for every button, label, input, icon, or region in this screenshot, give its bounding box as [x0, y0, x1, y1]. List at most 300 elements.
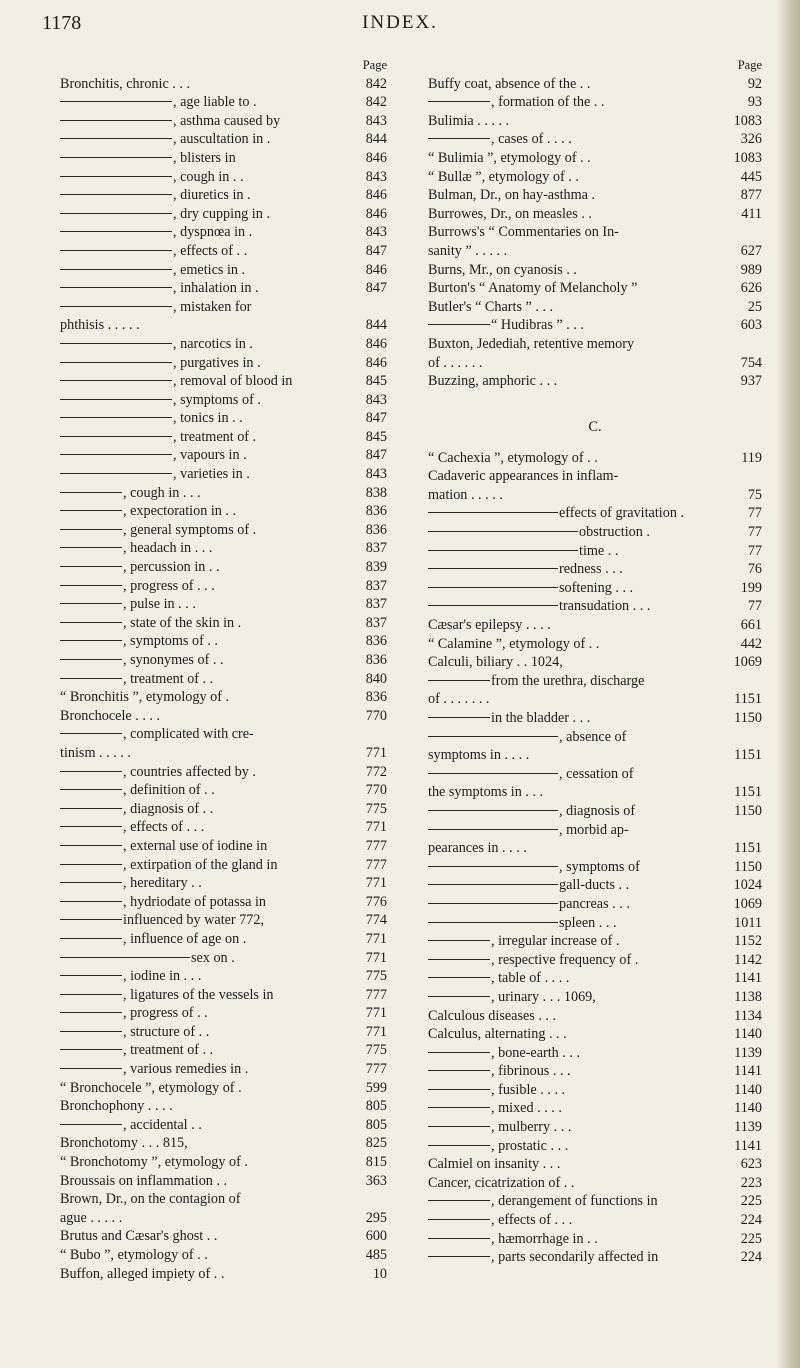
page-edge-shadow [776, 0, 800, 1368]
entry-text: Bronchitis, chronic . . . [60, 75, 191, 92]
entry-text: Brown, Dr., on the contagion of [60, 1191, 241, 1208]
index-entry [60, 1265, 387, 1284]
entry-page: 1134 [734, 1007, 762, 1024]
entry-page: 842 [365, 75, 387, 92]
ditto-rule [60, 957, 190, 958]
entry-page: 92 [747, 75, 762, 92]
ditto-rule [428, 940, 490, 941]
entry-page: 75 [747, 486, 762, 503]
entry-page: 846 [365, 149, 387, 166]
entry-page: 846 [365, 261, 387, 278]
entry-text: “ Calamine ”, etymology of . . [428, 635, 600, 652]
entry-heading [60, 428, 337, 447]
index-entry [428, 316, 762, 335]
index-entry [428, 746, 762, 765]
index-entry [60, 632, 387, 651]
entry-text: , derangement of functions in [491, 1193, 658, 1210]
index-entry [60, 614, 387, 633]
entry-page: 1083 [733, 112, 762, 129]
entry-text: gall-ducts . . [559, 877, 630, 894]
index-entry [60, 428, 387, 447]
entry-text: , auscultation in . [173, 131, 271, 148]
entry-heading [428, 895, 712, 914]
entry-text: mation . . . . . [428, 486, 503, 503]
index-entry [428, 1118, 762, 1137]
entry-heading [428, 635, 712, 654]
entry-page: 847 [365, 242, 387, 259]
entry-page: 224 [740, 1212, 762, 1229]
entry-text: , iodine in . . . [123, 968, 202, 985]
index-entry [60, 149, 387, 168]
index-entry [60, 539, 387, 558]
ditto-rule [60, 269, 172, 270]
entry-page: 825 [365, 1135, 387, 1152]
entry-page: 1069 [733, 654, 762, 671]
entry-heading [428, 112, 712, 131]
entry-page: 77 [747, 542, 762, 559]
entry-heading [60, 651, 337, 670]
index-entry [60, 1172, 387, 1191]
entry-heading [60, 558, 337, 577]
entry-page: 225 [740, 1193, 762, 1210]
entry-page: 843 [365, 466, 387, 483]
index-entry [60, 856, 387, 875]
entry-text: “ Bronchocele ”, etymology of . [60, 1079, 242, 1096]
entry-text: influenced by water 772, [123, 912, 265, 929]
entry-text: of . . . . . . [428, 354, 483, 371]
entry-text: , structure of . . [123, 1023, 210, 1040]
left-entries [60, 75, 387, 1284]
entry-text: , headach in . . . [123, 540, 213, 557]
entry-text: Bronchotomy . . . 815, [60, 1135, 188, 1152]
entry-page: 771 [365, 819, 387, 836]
entry-text: Broussais on inflammation . . [60, 1172, 228, 1189]
entry-heading [60, 484, 337, 503]
ditto-rule [428, 1126, 490, 1127]
entry-text: , countries affected by . [123, 763, 256, 780]
index-entry [428, 372, 762, 391]
entry-page: 837 [365, 614, 387, 631]
ditto-rule [428, 1145, 490, 1146]
entry-page: 775 [365, 1042, 387, 1059]
index-entry [428, 597, 762, 616]
entry-page: 10 [372, 1265, 387, 1282]
entry-text: Burns, Mr., on cyanosis . . [428, 261, 577, 278]
index-entry [60, 354, 387, 373]
entry-page: 1083 [733, 149, 762, 166]
entry-page: 1151 [734, 691, 762, 708]
entry-heading [60, 949, 337, 968]
right-entries-c [428, 449, 762, 1267]
running-title: INDEX. [362, 12, 438, 33]
entry-heading [428, 75, 712, 94]
entry-text: “ Bullæ ”, etymology of . . [428, 168, 579, 185]
entry-heading [60, 279, 337, 298]
entry-heading [60, 186, 337, 205]
index-column-left [60, 56, 387, 1283]
ditto-rule [428, 324, 490, 325]
entry-text: , cases of . . . . [491, 131, 572, 148]
index-entry [60, 744, 387, 763]
entry-text: , hereditary . . [123, 875, 202, 892]
entry-heading [428, 205, 712, 224]
entry-heading [60, 1227, 337, 1246]
entry-page: 846 [365, 354, 387, 371]
entry-page: 774 [365, 912, 387, 929]
index-entry [428, 895, 762, 914]
index-entry [428, 1155, 762, 1174]
entry-heading [428, 486, 712, 505]
entry-page: 199 [740, 579, 762, 596]
entry-text: , tonics in . . [173, 410, 243, 427]
entry-heading [428, 261, 712, 280]
entry-text: , various remedies in . [123, 1061, 249, 1078]
entry-page: 771 [365, 875, 387, 892]
index-entry [60, 707, 387, 726]
entry-heading [60, 354, 337, 373]
entry-heading [428, 449, 712, 468]
entry-page: 1150 [734, 802, 762, 819]
ditto-rule [428, 1200, 490, 1201]
entry-text: , cough in . . [173, 168, 244, 185]
index-entry [60, 893, 387, 912]
entry-heading [60, 261, 337, 280]
entry-text: pearances in . . . . [428, 840, 527, 857]
entry-heading [60, 800, 337, 819]
entry-text: sanity ” . . . . . [428, 242, 508, 259]
entry-text: , general symptoms of . [123, 521, 257, 538]
entry-text: of . . . . . . . [428, 691, 490, 708]
entry-heading [428, 876, 712, 895]
index-entry [428, 1044, 762, 1063]
entry-text: the symptoms in . . . [428, 784, 544, 801]
entry-heading [428, 1044, 712, 1063]
entry-heading [428, 298, 712, 317]
entry-text: ague . . . . . [60, 1209, 123, 1226]
entry-page: 1140 [734, 1100, 762, 1117]
entry-page: 836 [365, 689, 387, 706]
index-entry [428, 1099, 762, 1118]
ditto-rule [428, 736, 558, 737]
entry-text: effects of gravitation . [559, 505, 685, 522]
ditto-rule [60, 1068, 122, 1069]
entry-text: , age liable to . [173, 94, 257, 111]
entry-page: 77 [747, 505, 762, 522]
ditto-rule [60, 938, 122, 939]
index-entry [428, 130, 762, 149]
entry-heading [428, 1062, 712, 1081]
entry-heading [428, 597, 712, 616]
entry-heading [60, 670, 337, 689]
entry-text: , irregular increase of . [491, 933, 620, 950]
entry-heading [60, 1265, 337, 1284]
ditto-rule [60, 547, 122, 548]
ditto-rule [60, 919, 122, 920]
index-column-right [428, 56, 762, 1267]
index-entry [428, 504, 762, 523]
entry-text: from the urethra, discharge [491, 672, 645, 689]
index-entry [60, 242, 387, 261]
entry-heading [60, 391, 337, 410]
index-entry [60, 261, 387, 280]
index-entry [428, 1174, 762, 1193]
index-entry [60, 1041, 387, 1060]
ditto-rule [428, 138, 490, 139]
entry-text: , mistaken for [173, 298, 252, 315]
entry-page: 623 [740, 1156, 762, 1173]
ditto-rule [60, 417, 172, 418]
entry-page: 223 [740, 1174, 762, 1191]
ditto-rule [428, 1219, 490, 1220]
entry-heading [60, 837, 337, 856]
index-entry [60, 1153, 387, 1172]
entry-text: , progress of . . . [123, 577, 215, 594]
ditto-rule [60, 510, 122, 511]
entry-text: , fibrinous . . . [491, 1063, 571, 1080]
index-entry [428, 298, 762, 317]
entry-page: 771 [365, 1005, 387, 1022]
entry-text: spleen . . . [559, 914, 617, 931]
entry-heading [60, 298, 337, 317]
entry-heading [428, 1081, 712, 1100]
index-entry [60, 279, 387, 298]
index-entry [428, 951, 762, 970]
entry-text: , formation of the . . [491, 94, 605, 111]
index-entry [60, 223, 387, 242]
index-entry [60, 75, 387, 94]
index-entry [428, 1230, 762, 1249]
entry-heading [428, 1007, 712, 1026]
entry-page: 1141 [734, 1063, 762, 1080]
entry-text: pancreas . . . [559, 895, 630, 912]
index-entry [428, 1137, 762, 1156]
entry-heading [428, 149, 712, 168]
index-entry [60, 372, 387, 391]
entry-page: 844 [365, 131, 387, 148]
entry-text: tinism . . . . . [60, 744, 131, 761]
entry-heading [60, 1134, 337, 1153]
index-entry [428, 783, 762, 802]
entry-text: Bulimia . . . . . [428, 112, 510, 129]
ditto-rule [428, 959, 490, 960]
index-entry [60, 484, 387, 503]
index-entry [60, 1190, 387, 1209]
entry-heading [428, 1137, 712, 1156]
entry-heading [428, 279, 712, 298]
ditto-rule [60, 845, 122, 846]
ditto-rule [428, 1089, 490, 1090]
entry-heading [60, 725, 337, 744]
ditto-rule [428, 587, 558, 588]
ditto-rule [60, 343, 172, 344]
page-header [0, 0, 800, 40]
entry-text: “ Cachexia ”, etymology of . . [428, 449, 598, 466]
entry-heading [428, 1118, 712, 1137]
entry-text: , dyspnœa in . [173, 224, 253, 241]
entry-text: symptoms in . . . . [428, 747, 530, 764]
index-entry [428, 449, 762, 468]
entry-text: phthisis . . . . . [60, 317, 140, 334]
entry-heading [428, 504, 712, 523]
entry-page: 771 [365, 930, 387, 947]
index-entry [60, 670, 387, 689]
entry-page: 989 [740, 261, 762, 278]
entry-heading [428, 335, 712, 354]
entry-heading [60, 205, 337, 224]
index-entry [60, 130, 387, 149]
entry-text: , symptoms of [559, 858, 640, 875]
entry-page: 777 [365, 986, 387, 1003]
right-entries-b [428, 75, 762, 391]
ditto-rule [60, 975, 122, 976]
entry-heading [428, 372, 712, 391]
entry-page: 846 [365, 205, 387, 222]
ditto-rule [60, 138, 172, 139]
index-entry [428, 261, 762, 280]
index-entry [428, 149, 762, 168]
ditto-rule [60, 473, 172, 474]
entry-page: 1024 [733, 877, 762, 894]
index-entry [428, 579, 762, 598]
ditto-rule [60, 529, 122, 530]
entry-text: Cadaveric appearances in inflam- [428, 468, 619, 485]
entry-text: Buzzing, amphoric . . . [428, 373, 558, 390]
entry-page: 603 [740, 317, 762, 334]
entry-text: Calculi, biliary . . 1024, [428, 654, 563, 671]
entry-text: , absence of [559, 728, 627, 745]
entry-page: 626 [740, 280, 762, 297]
index-entry [428, 839, 762, 858]
ditto-rule [60, 678, 122, 679]
ditto-rule [60, 603, 122, 604]
index-entry [60, 818, 387, 837]
entry-heading [60, 763, 337, 782]
entry-text: , prostatic . . . [491, 1137, 569, 1154]
entry-text: “ Bronchitis ”, etymology of . [60, 689, 230, 706]
ditto-rule [60, 1049, 122, 1050]
ditto-rule [60, 789, 122, 790]
entry-text: “ Bubo ”, etymology of . . [60, 1247, 208, 1263]
entry-text: , inhalation in . [173, 280, 259, 297]
index-entry [60, 651, 387, 670]
entry-heading [60, 1060, 337, 1079]
index-entry [60, 205, 387, 224]
entry-page: 754 [740, 354, 762, 371]
entry-text: , mixed . . . . [491, 1100, 562, 1117]
ditto-rule [60, 622, 122, 623]
index-entry [60, 521, 387, 540]
entry-page: 837 [365, 596, 387, 613]
entry-page: 777 [365, 837, 387, 854]
entry-page: 1150 [734, 710, 762, 726]
entry-page: 842 [365, 94, 387, 111]
ditto-rule [60, 808, 122, 809]
index-entry [428, 969, 762, 988]
entry-text: , asthma caused by [173, 112, 281, 129]
entry-text: Buffy coat, absence of the . . [428, 75, 591, 92]
index-entry [60, 1134, 387, 1153]
entry-page: 442 [740, 635, 762, 652]
entry-heading [60, 1246, 337, 1265]
entry-heading [60, 149, 337, 168]
entry-text: , purgatives in . [173, 354, 261, 371]
index-entry [428, 914, 762, 933]
index-entry [428, 523, 762, 542]
entry-page: 119 [741, 449, 762, 466]
entry-page: 1139 [734, 1119, 762, 1136]
entry-text: , respective frequency of . [491, 951, 639, 968]
entry-page: 363 [365, 1172, 387, 1189]
entry-heading [60, 539, 337, 558]
ditto-rule [428, 866, 558, 867]
entry-text: Burrowes, Dr., on measles . . [428, 205, 592, 222]
entry-heading [428, 1211, 712, 1230]
entry-page: 846 [365, 187, 387, 204]
ditto-rule [60, 454, 172, 455]
entry-text: , state of the skin in . [123, 614, 242, 631]
entry-text: , progress of . . [123, 1005, 208, 1022]
entry-text: Bronchocele . . . . [60, 707, 161, 724]
index-entry [60, 1060, 387, 1079]
entry-page: 836 [365, 521, 387, 538]
entry-text: , extirpation of the gland in [123, 856, 278, 873]
entry-text: , mulberry . . . [491, 1119, 572, 1136]
entry-heading [60, 1190, 337, 1209]
entry-text: , morbid ap- [559, 821, 629, 838]
index-entry [428, 1248, 762, 1267]
entry-page: 627 [740, 242, 762, 259]
entry-text: , external use of iodine in [123, 837, 268, 854]
entry-page: 1141 [734, 1137, 762, 1154]
entry-heading [428, 858, 712, 877]
ditto-rule [428, 810, 558, 811]
index-entry [428, 1062, 762, 1081]
index-entry [60, 967, 387, 986]
entry-text: , synonymes of . . [123, 652, 224, 668]
entry-text: , influence of age on . [123, 930, 247, 947]
ditto-rule [60, 120, 172, 121]
entry-page: 445 [740, 168, 762, 185]
entry-page: 1150 [734, 858, 762, 875]
index-entry [60, 168, 387, 187]
section-heading-c: C. [588, 418, 602, 435]
index-entry [60, 949, 387, 968]
index-entry [428, 728, 762, 747]
entry-heading [60, 1209, 337, 1228]
entry-text: time . . [579, 542, 619, 559]
index-entry [60, 335, 387, 354]
entry-text: Cancer, cicatrization of . . [428, 1174, 575, 1191]
index-entry [428, 186, 762, 205]
entry-heading [60, 168, 337, 187]
entry-page: 847 [365, 410, 387, 427]
index-entry [428, 205, 762, 224]
entry-heading [60, 112, 337, 131]
entry-heading [428, 579, 712, 598]
ditto-rule [60, 771, 122, 772]
entry-heading [428, 1192, 712, 1211]
index-entry [428, 279, 762, 298]
entry-heading [60, 335, 337, 354]
entry-page: 776 [365, 893, 387, 910]
ditto-rule [60, 659, 122, 660]
index-entry [428, 616, 762, 635]
entry-text: , hydriodate of potassa in [123, 893, 267, 910]
entry-text: Cæsar's epilepsy . . . . [428, 617, 551, 634]
entry-heading [60, 1116, 337, 1135]
entry-page: 1011 [734, 914, 762, 931]
entry-page: 1140 [734, 1026, 762, 1043]
